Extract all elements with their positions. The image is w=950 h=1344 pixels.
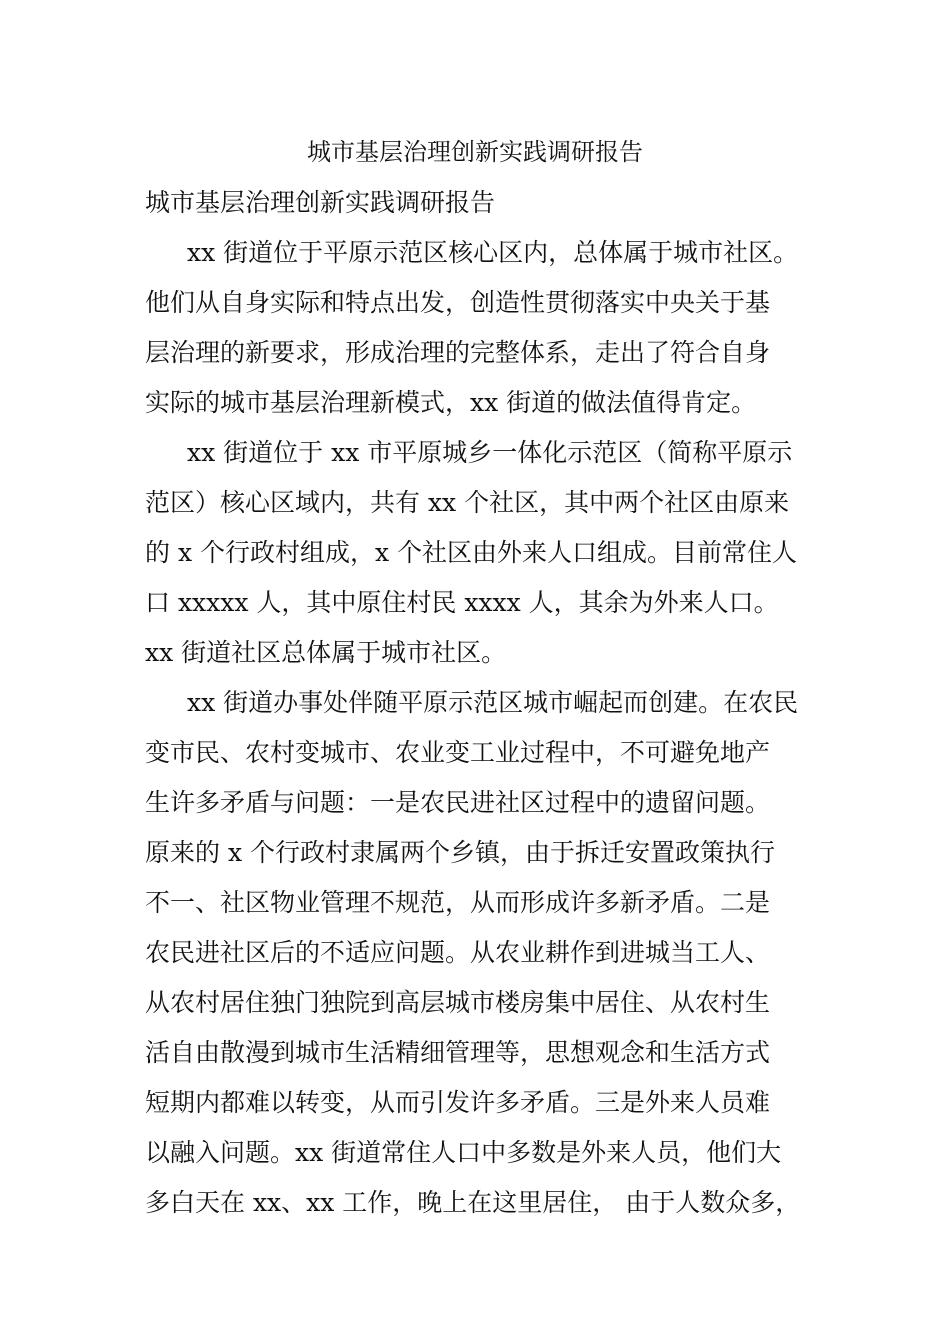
paragraph-3-line-2: 变市民、农村变城市、农业变工业过程中，不可避免地产: [145, 738, 771, 767]
paragraph-3-line-9: 短期内都难以转变，从而引发许多矛盾。三是外来人员难: [145, 1088, 771, 1117]
paragraph-3-line-11: 多白天在 xx、xx 工作，晚上在这里居住， 由于人数众多，: [145, 1188, 801, 1217]
paragraph-3-line-5: 不一、社区物业管理不规范，从而形成许多新矛盾。二是: [145, 888, 771, 917]
paragraph-3-line-7: 从农村居住独门独院到高层城市楼房集中居住、从农村生: [145, 988, 771, 1017]
paragraph-3-line-3: 生许多矛盾与问题：一是农民进社区过程中的遗留问题。: [145, 788, 771, 817]
paragraph-2-line-1: xx 街道位于 xx 市平原城乡一体化示范区（简称平原示: [187, 438, 793, 467]
paragraph-1-line-2: 他们从自身实际和特点出发，创造性贯彻落实中央关于基: [145, 288, 771, 317]
paragraph-3-line-4: 原来的 x 个行政村隶属两个乡镇，由于拆迁安置政策执行: [145, 838, 775, 867]
paragraph-3-line-1: xx 街道办事处伴随平原示范区城市崛起而创建。在农民: [187, 688, 799, 717]
paragraph-3-line-6: 农民进社区后的不适应问题。从农业耕作到进城当工人、: [145, 938, 771, 967]
paragraph-3-line-8: 活自由散漫到城市生活精细管理等，思想观念和生活方式: [145, 1038, 771, 1067]
paragraph-1-line-3: 层治理的新要求，形成治理的完整体系，走出了符合自身: [145, 338, 771, 367]
document-title: 城市基层治理创新实践调研报告: [307, 138, 643, 166]
paragraph-2-line-4: 口 xxxxx 人，其中原住村民 xxxx 人，其余为外来人口。: [145, 588, 779, 617]
paragraph-3-line-10: 以融入问题。xx 街道常住人口中多数是外来人员，他们大: [145, 1138, 782, 1167]
paragraph-1-line-4: 实际的城市基层治理新模式，xx 街道的做法值得肯定。: [145, 388, 757, 417]
subtitle-line: 城市基层治理创新实践调研报告: [145, 188, 496, 217]
paragraph-2-line-3: 的 x 个行政村组成，x 个社区由外来人口组成。目前常住人: [145, 538, 798, 567]
paragraph-2-line-5: xx 街道社区总体属于城市社区。: [145, 638, 507, 667]
paragraph-2-line-2: 范区）核心区域内，共有 xx 个社区，其中两个社区由原来: [145, 488, 790, 517]
paragraph-1-line-1: xx 街道位于平原示范区核心区内，总体属于城市社区。: [187, 238, 799, 267]
